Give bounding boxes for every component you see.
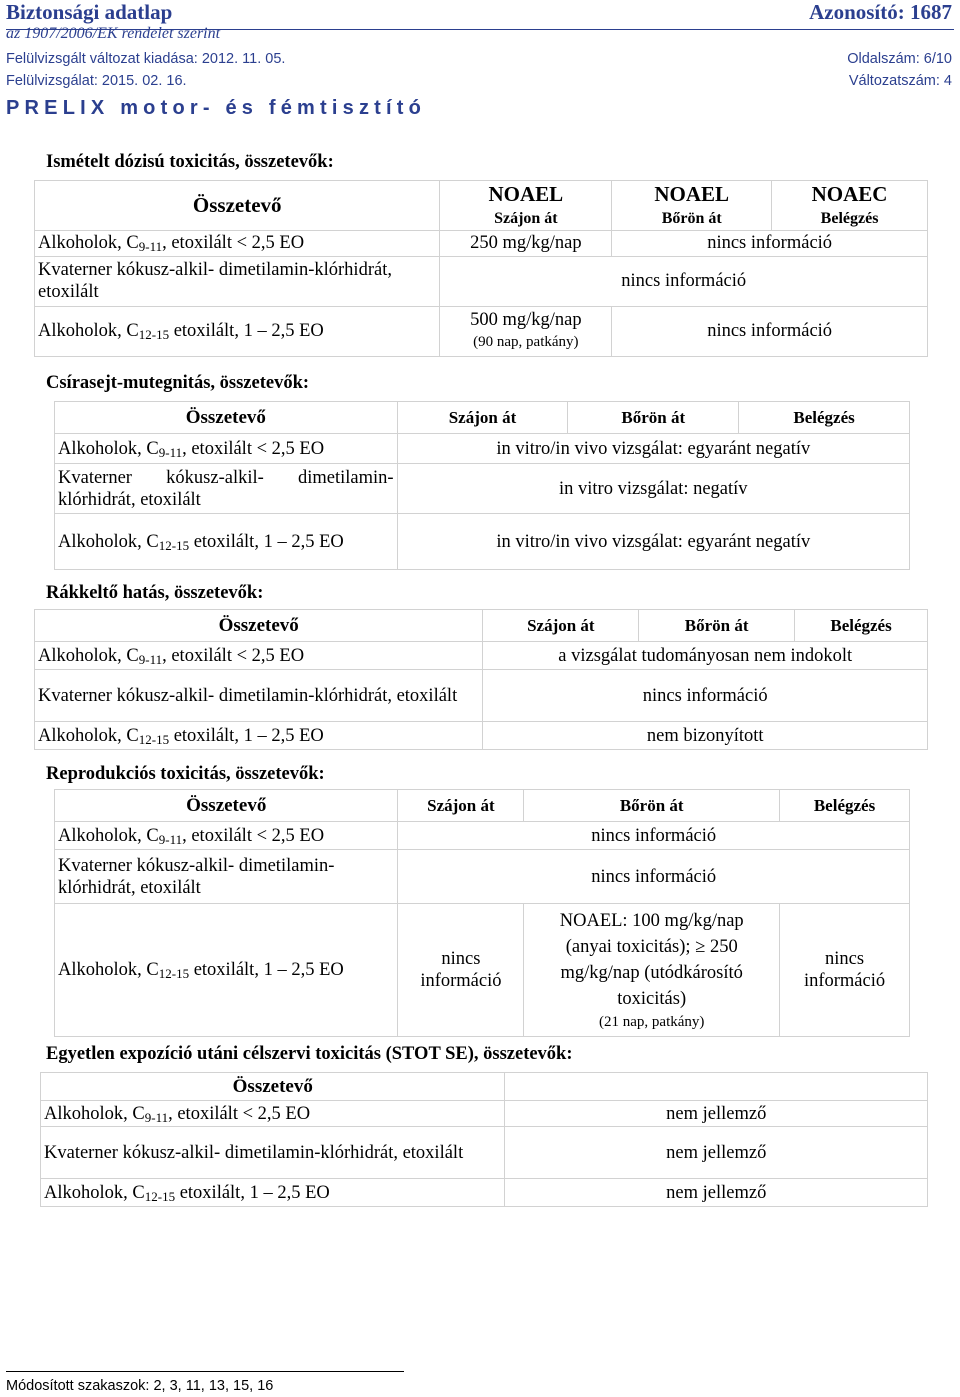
reproductive-table <box>54 789 910 1037</box>
value-all-routes: nincs információ <box>398 850 910 904</box>
component-name: Alkoholok, $C_{9-11}$, etoxilált < 2,5 EO <box>41 1101 505 1127</box>
table-row <box>35 642 928 670</box>
col-subheader-oral: Szájon át <box>440 208 612 231</box>
col-header-component: Összetevő <box>55 790 398 822</box>
table-row <box>55 514 910 570</box>
value-all-routes: in vitro/in vivo vizsgálat: egyaránt negatív <box>397 434 909 464</box>
table-row <box>55 904 910 1037</box>
table-row <box>41 1101 928 1127</box>
value-inhal: nincs információ <box>780 904 910 1037</box>
value-dermal-inhal: nincs információ <box>612 230 928 256</box>
col-header-dermal: Bőrön át <box>524 790 780 822</box>
col-header-inhal: Belégzés <box>739 402 910 434</box>
stot-se-title: Egyetlen expozíció utáni célszervi toxicitás (STOT SE), összetevők: <box>46 1044 573 1064</box>
modified-sections: Módosított szakaszok: 2, 3, 11, 13, 15, 16 <box>6 1378 274 1394</box>
value: nem jellemző <box>505 1127 928 1179</box>
review-date: Felülvizsgálat: 2015. 02. 16. <box>6 73 187 89</box>
value: nem jellemző <box>505 1179 928 1207</box>
col-header-component: Összetevő <box>41 1073 505 1101</box>
footer-divider <box>6 1371 404 1372</box>
version-number: Változatszám: 4 <box>848 73 952 89</box>
col-header-oral: Szájon át <box>398 790 524 822</box>
table-row <box>55 434 910 464</box>
component-name: Alkoholok, $C_{9-11}$, etoxilált < 2,5 EO <box>55 822 398 850</box>
table-row <box>55 850 910 904</box>
repeated-dose-title: Ismételt dózisú toxicitás, összetevők: <box>46 152 334 172</box>
value-dermal: NOAEL: 100 mg/kg/nap (anyai toxicitás); ≥ 250 mg/kg/nap (utódkárosító toxicitás) (21 nap, patkány) <box>524 904 780 1037</box>
col-header-inhal: Belégzés <box>795 610 928 642</box>
col-header-oral: Szájon át <box>397 402 568 434</box>
value-dermal-inhal: nincs információ <box>612 306 928 356</box>
value-oral: nincs információ <box>398 904 524 1037</box>
component-name: Alkoholok, $C_{9-11}$, etoxilált < 2,5 EO <box>35 230 440 256</box>
col-header-dermal: Bőrön át <box>639 610 795 642</box>
table-row <box>41 1127 928 1179</box>
value-all-routes: nincs információ <box>440 256 928 306</box>
col-header-component: Összetevő <box>35 610 483 642</box>
component-name: Alkoholok, $C_{12-15}$ etoxilált, 1 – 2,5 EO <box>55 514 398 570</box>
component-name: Kvaterner kókusz-alkil- dimetilamin-klórhidrát, etoxilált <box>55 850 398 904</box>
study-note: (90 nap, patkány) <box>473 334 579 350</box>
germ-cell-title: Csírasejt-mutegnitás, összetevők: <box>46 373 310 393</box>
table-row <box>55 822 910 850</box>
product-name: PRELIX motor- és fémtisztító <box>6 97 427 119</box>
table-row <box>35 306 928 356</box>
value: nem jellemző <box>505 1101 928 1127</box>
value-all-routes: nincs információ <box>398 822 910 850</box>
value-all-routes: a vizsgálat tudományosan nem indokolt <box>483 642 928 670</box>
stot-se-table <box>40 1072 928 1207</box>
col-subheader-inhal: Belégzés <box>772 208 928 231</box>
col-header-component: Összetevő <box>55 402 398 434</box>
component-name: Alkoholok, $C_{12-15}$ etoxilált, 1 – 2,5 EO <box>41 1179 505 1207</box>
component-name: Alkoholok, $C_{9-11}$, etoxilált < 2,5 EO <box>35 642 483 670</box>
component-name: Alkoholok, $C_{12-15}$ etoxilált, 1 – 2,5 EO <box>35 306 440 356</box>
col-header-component: Összetevő <box>35 181 440 231</box>
col-header-inhal: Belégzés <box>780 790 910 822</box>
reproductive-title: Reprodukciós toxicitás, összetevők: <box>46 764 325 784</box>
table-row <box>55 464 910 514</box>
document-id: Azonosító: 1687 <box>809 0 952 24</box>
table-row <box>35 670 928 722</box>
revision-issue-date: Felülvizsgált változat kiadása: 2012. 11. 05. <box>6 51 286 67</box>
value-oral: 500 mg/kg/nap (90 nap, patkány) <box>440 306 612 356</box>
component-name: Kvaterner kókusz-alkil- dimetilamin-klórhidrát, etoxilált <box>35 256 440 306</box>
col-header-oral: Szájon át <box>483 610 639 642</box>
component-name: Alkoholok, $C_{12-15}$ etoxilált, 1 – 2,5 EO <box>35 722 483 750</box>
table-row <box>35 230 928 256</box>
carcinogenic-table <box>34 609 928 750</box>
col-header-dermal: Bőrön át <box>568 402 739 434</box>
col-header-noael-dermal: NOAEL <box>612 181 772 208</box>
carcinogenic-title: Rákkeltő hatás, összetevők: <box>46 583 264 603</box>
value-all-routes: nem bizonyított <box>483 722 928 750</box>
table-row <box>41 1179 928 1207</box>
value-oral: 250 mg/kg/nap <box>440 230 612 256</box>
col-header-empty <box>505 1073 928 1101</box>
table-row <box>35 722 928 750</box>
study-note: (21 nap, patkány) <box>599 1014 705 1030</box>
value-all-routes: nincs információ <box>483 670 928 722</box>
document-title: Biztonsági adatlap <box>6 0 173 24</box>
regulation-reference: az 1907/2006/EK rendelet szerint <box>6 25 221 42</box>
repeated-dose-table <box>34 180 928 357</box>
component-name: Kvaterner kókusz-alkil- dimetilamin-klórhidrát, etoxilált <box>35 670 483 722</box>
component-name: Kvaterner kókusz-alkil- dimetilamin-klórhidrát, etoxilált <box>41 1127 505 1179</box>
germ-cell-table <box>54 401 910 570</box>
col-subheader-dermal: Bőrön át <box>612 208 772 231</box>
component-name: Alkoholok, $C_{12-15}$ etoxilált, 1 – 2,5 EO <box>55 904 398 1037</box>
col-header-noaec-inhal: NOAEC <box>772 181 928 208</box>
component-name: Alkoholok, $C_{9-11}$, etoxilált < 2,5 EO <box>55 434 398 464</box>
component-name: Kvaterner kókusz-alkil- dimetilamin-klórhidrát, etoxilált <box>55 464 398 514</box>
value-all-routes: in vitro vizsgálat: negatív <box>397 464 909 514</box>
col-header-noael-oral: NOAEL <box>440 181 612 208</box>
table-row <box>35 256 928 306</box>
value-all-routes: in vitro/in vivo vizsgálat: egyaránt negatív <box>397 514 909 570</box>
page-number: Oldalszám: 6/10 <box>847 51 952 67</box>
